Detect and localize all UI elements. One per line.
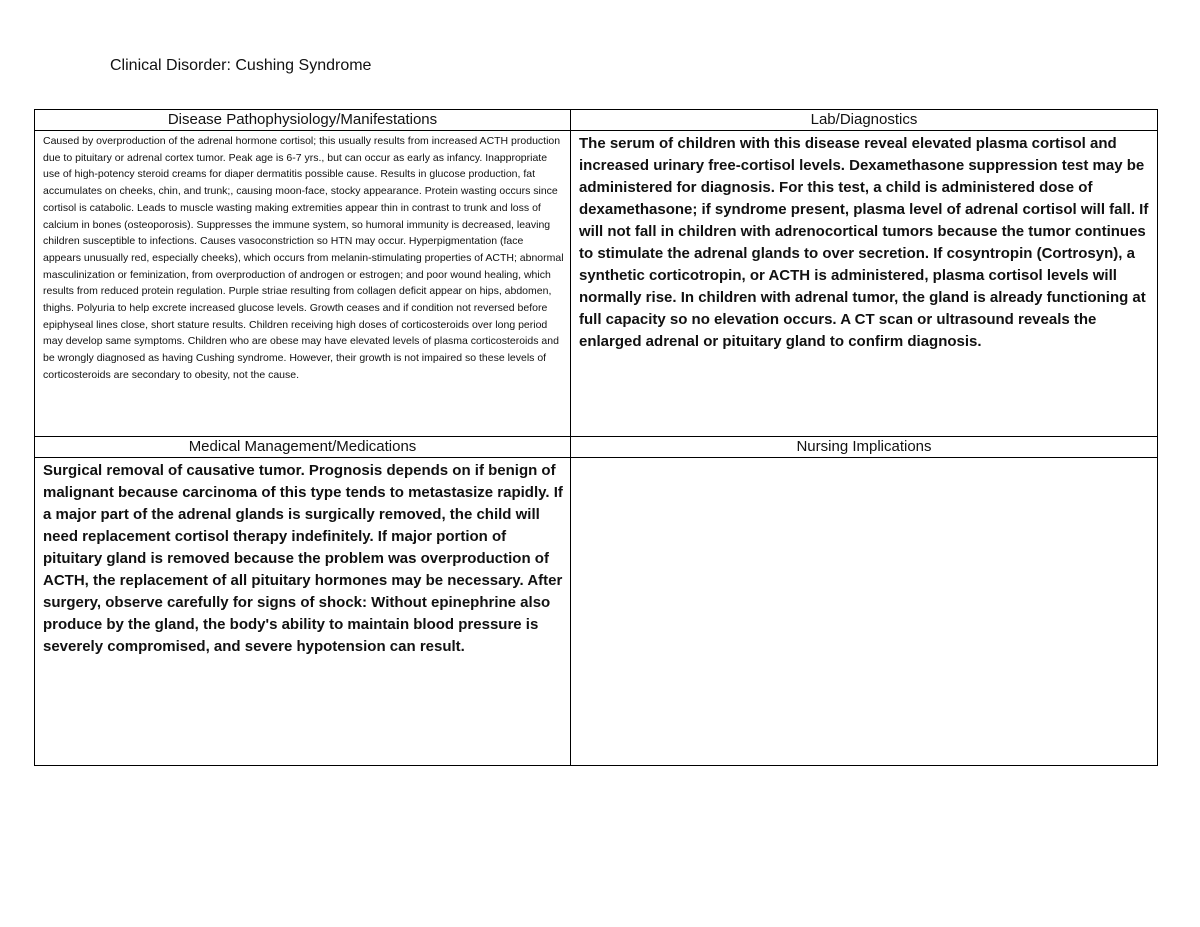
pathophysiology-cell <box>35 131 571 437</box>
header-row-bottom <box>35 437 1158 458</box>
management-header: Medical Management/Medications <box>35 437 571 458</box>
lab-diagnostics-text: The serum of children with this disease reveal elevated plasma cortisol and increased urinary free-cortisol levels. Dexamethasone suppression test may be administered for diagnosis. For this test, a child is administered dose of dexamethasone; if syndrome present, plasma level of adrenal cortisol will fall. If will not fall in children with adrenocortical tumors because the tumor continues to stimulate the adrenal glands to over secretion. If cosyntropin (Cortrosyn), a synthetic corticotropin, or ACTH is administered, plasma cortisol levels will normally rise. In children with adrenal tumor, the gland is already functioning at full capacity so no elevation occurs. A CT scan or ultrasound reveals the enlarged adrenal or pituitary gland to confirm diagnosis. <box>579 135 1149 350</box>
pathophysiology-text: Caused by overproduction of the adrenal hormone cortisol; this usually results from increased ACTH production due to pituitary or adrenal cortex tumor. Peak age is 6-7 yrs., but can occur as early as infancy. Inappropriate use of high-potency steroid creams for diaper dermatitis possible cause. Results in glucose production, fat accumulates on cheeks, chin, and trunk;, causing moon-face, stocky appearance. Protein wasting occurs since cortisol is catabolic. Leads to muscle wasting making extremities appear thin in contrast to trunk and loss of calcium in bones (osteoporosis). Suppresses the immune system, so humoral immunity is decreased, leaving children susceptible to infections. Causes vasoconstriction so HTN may occur. Hyperpigmentation (face appears unusually red, especially cheeks), which occurs from melanin-stimulating properties of ACTH; abnormal masculinization or feminization, from overproduction of androgen or estrogen; and poor wound healing, which results from reduced protein regulation. Purple striae resulting from collagen deficit appear on hips, abdomen, thighs. Polyuria to help excrete increased glucose levels. Growth ceases and if condition not reversed before epiphyseal lines close, short stature results. Children receiving high doses of corticosteroids over long period may develop same symptoms. Children who are obese may have elevated levels of plasma corticosteroids and be wrongly diagnosed as having Cushing syndrome. However, their growth is not impaired so these levels of corticosteroids are secondary to obesity, not the cause. <box>43 135 564 381</box>
lab-diagnostics-cell <box>571 131 1158 437</box>
nursing-header: Nursing Implications <box>571 437 1158 458</box>
page-title: Clinical Disorder: Cushing Syndrome <box>110 57 372 74</box>
header-row-top <box>35 110 1158 131</box>
body-row-bottom <box>35 458 1158 766</box>
management-text: Surgical removal of causative tumor. Prognosis depends on if benign of malignant because carcinoma of this type tends to metastasize rapidly. If a major part of the adrenal glands is surgically removed, the child will need replacement cortisol therapy indefinitely. If major portion of pituitary gland is removed because the problem was overproduction of ACTH, the replacement of all pituitary hormones may be necessary. After surgery, observe carefully for signs of shock: Without epinephrine also produce by the gland, the body's ability to maintain blood pressure is severely compromised, and severe hypotension can result. <box>43 462 563 655</box>
management-cell <box>35 458 571 766</box>
pathophysiology-header: Disease Pathophysiology/Manifestations <box>35 110 571 131</box>
body-row-top <box>35 131 1158 437</box>
care-map-table <box>34 109 1158 766</box>
lab-diagnostics-header: Lab/Diagnostics <box>571 110 1158 131</box>
nursing-cell <box>571 458 1158 766</box>
